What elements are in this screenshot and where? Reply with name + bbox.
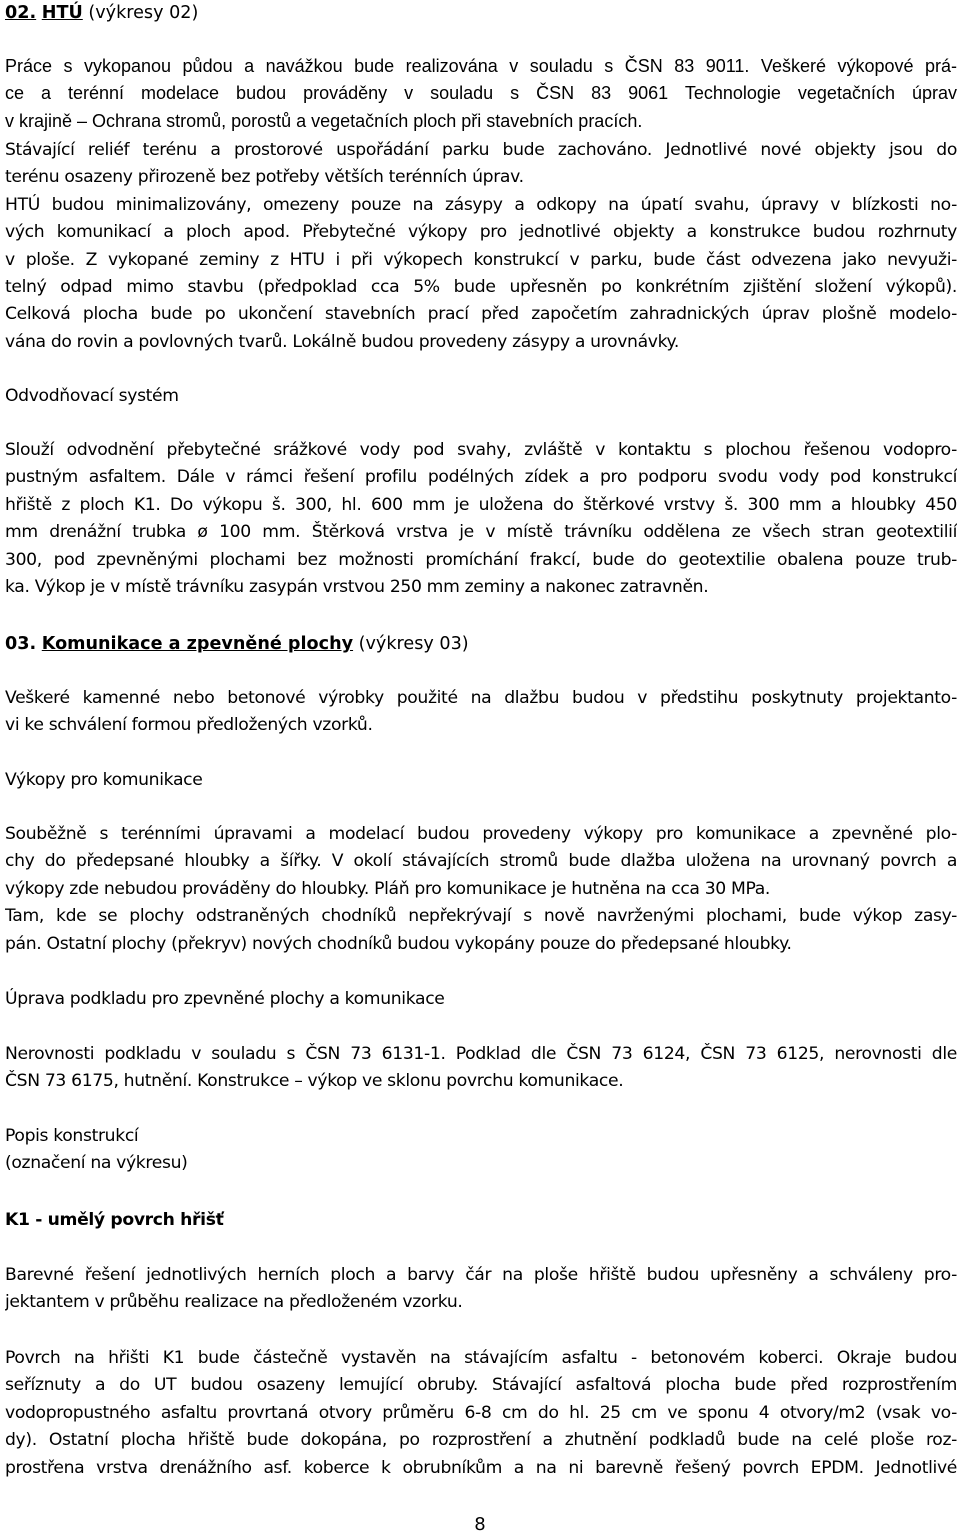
text-line: v ploše. Z vykopané zeminy z HTU i při výkopech konstrukcí v parku, bude část odvezena jako nevyuži- (5, 249, 957, 270)
text-line: v krajině – Ochrana stromů, porostů a vegetačních ploch při stavebních pracích. (5, 110, 643, 131)
section-03-heading (5, 631, 957, 658)
text-line: prostřena vrstva drenážního asf. koberce k obrubníkům a na ni barevně řešený povrch EPDM. Jednotlivé (5, 1457, 957, 1478)
paragraph (5, 1262, 957, 1317)
text-line: Slouží odvodnění přebytečné srážkové vody pod svahy, zvláště v kontaktu s plochou řešenou vodopro- (5, 440, 957, 460)
text-line: seříznuty a do UT budou osazeny lemující obruby. Stávající asfaltová plocha bude před rozprostřením (5, 1375, 957, 1396)
text-line: Veškeré kamenné nebo betonové výrobky použité na dlažbu budou v předstihu poskytnuty projektanto- (5, 688, 957, 708)
paragraph (5, 685, 957, 740)
paragraph (5, 1041, 957, 1096)
text-line: terénu osazeny přirozeně bez potřeby větších terénních úprav. (5, 167, 524, 188)
text-line: Souběžně s terénními úpravami a modelací budou provedeny výkopy pro komunikace a zpevněné plo- (5, 824, 957, 844)
subheading-text: Úprava podkladu pro zpevněné plochy a komunikace (5, 989, 445, 1009)
subheading-text: Odvodňovací systém (5, 386, 179, 406)
subheading (5, 1123, 957, 1178)
subheading-text: (označení na výkresu) (5, 1153, 188, 1174)
paragraph (5, 1345, 957, 1482)
subheading-text: Výkopy pro komunikace (5, 770, 203, 790)
text-line: chy do předepsané hloubky a šířky. V okolí stávajících stromů bude dlažba uložena na urovnaný povrch a (5, 851, 957, 872)
construction-title-text: K1 - umělý povrch hřišť (5, 1210, 224, 1230)
text-line: vi ke schválení formou předložených vzorků. (5, 715, 373, 736)
text-line: vodopropustného asfaltu provrtaná otvory průměru 6-8 cm do hl. 25 cm ve sponu 4 otvory/m2 (vsak vo- (5, 1402, 957, 1423)
page-number: 8 (474, 1514, 486, 1535)
text-line: Práce s vykopanou půdou a navážkou bude realizována v souladu s ČSN 83 9011. Veškeré výkopové prá- (5, 56, 957, 76)
section-drawing-ref: (výkresy 03) (358, 634, 469, 654)
text-line: pán. Ostatní plochy (překryv) nových chodníků budou vykopány pouze do předepsané hloubky. (5, 933, 792, 954)
text-line: 300, pod zpevněnými plochami bez možnosti promíchání frakcí, bude do geotextilie obalena pouze trub- (5, 549, 957, 570)
text-line: telný odpad mimo stavbu (předpoklad cca 5% bude upřesněn po konkrétním zjištění složení výkopů). (5, 277, 957, 298)
text-line: jektantem v průběhu realizace na předloženém vzorku. (5, 1292, 463, 1313)
subheading (5, 383, 957, 410)
text-line: mm drenážní trubka ø 100 mm. Štěrková vrstva je v místě trávníku oddělena ze všech stran geotextilií (5, 522, 957, 543)
text-line: ce a terénní modelace budou prováděny v souladu s ČSN 83 9061 Technologie vegetačních úprav (5, 83, 957, 104)
paragraph (5, 437, 957, 601)
text-line: hřiště z ploch K1. Do výkopu š. 300, hl. 600 mm je uložena do štěrkové vrstvy š. 300 mm a hloubky 450 (5, 494, 957, 515)
text-line: Barevné řešení jednotlivých herních ploch a barvy čár na ploše hřiště budou upřesněny a schváleny pro- (5, 1265, 957, 1285)
text-line: Tam, kde se plochy odstraněných chodníků nepřekrývají s nově navrženými plochami, bude výkop zasy- (5, 906, 957, 927)
construction-title (5, 1207, 957, 1234)
text-line: Povrch na hřišti K1 bude částečně vystavěn na stávajícím asfaltu - betonovém koberci. Okraje budou (5, 1348, 957, 1368)
subheading (5, 767, 957, 794)
section-title: HTÚ (41, 3, 83, 23)
paragraph (5, 137, 957, 356)
subheading (5, 986, 957, 1013)
text-line: HTÚ budou minimalizovány, omezeny pouze na zásypy a odkopy na úpatí svahu, úpravy v blízkosti no- (5, 194, 957, 215)
paragraph (5, 821, 957, 958)
text-line: Stávající reliéf terénu a prostorové uspořádání parku bude zachováno. Jednotlivé nové objekty jsou do (5, 140, 957, 160)
section-drawing-ref: (výkresy 02) (88, 3, 199, 23)
text-line: Celková plocha bude po ukončení stavebních prací před započetím zahradnických úprav plošně modelo- (5, 304, 957, 325)
text-line: ČSN 73 6175, hutnění. Konstrukce – výkop ve sklonu povrchu komunikace. (5, 1071, 624, 1092)
subheading-text: Popis konstrukcí (5, 1126, 139, 1146)
text-line: výkopy zde nebudou prováděny do hloubky. Pláň pro komunikace je hutněna na cca 30 MPa. (5, 878, 771, 899)
section-number: 03. (5, 634, 37, 654)
text-line: pustným asfaltem. Dále v rámci řešení profilu podélných zídek a pro podporu svodu vody pod konstrukcí (5, 467, 957, 488)
text-line: vých komunikací a ploch apod. Přebytečné výkopy pro jednotlivé objekty a konstrukce budou rozhrnuty (5, 222, 957, 243)
section-number: 02. (5, 3, 37, 23)
section-title: Komunikace a zpevněné plochy (41, 634, 354, 654)
text-line: vána do rovin a povlovných tvarů. Lokálně budou provedeny zásypy a urovnávky. (5, 331, 680, 352)
paragraph (5, 53, 957, 135)
text-line: dy). Ostatní plocha hřiště bude dokopána, po rozprostření a zhutnění podkladů bude na celé ploše roz- (5, 1430, 957, 1451)
text-line: ka. Výkop je v místě trávníku zasypán vrstvou 250 mm zeminy a nakonec zatravněn. (5, 577, 709, 598)
text-line: Nerovnosti podkladu v souladu s ČSN 73 6131-1. Podklad dle ČSN 73 6124, ČSN 73 6125, nerovnosti dle (5, 1044, 957, 1064)
section-02-heading (5, 0, 957, 27)
